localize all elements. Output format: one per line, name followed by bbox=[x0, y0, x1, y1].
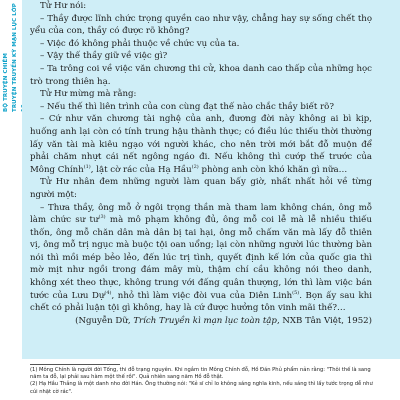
paragraph: Tử Hư nhân đem những người làm quan bấy giờ, nhất nhất hỏi về từng người một: bbox=[30, 177, 372, 200]
source-citation: (Nguyễn Dữ, Trích Truyền kì mạn lục toàn tập, NXB Tân Việt, 1952) bbox=[75, 315, 372, 326]
footnote-1: (1) Mông Chính là người đời Tống, thi đỗ trạng nguyên. Khi ngắm tin Mông Chính đỗ, Hồ Đán Phủ phẩm nản rằng: "Thôi thế là sang năm ta đỗ, lại phải sau hàm một thế rồi". Quả nhiên sang năm Hồ đỗ thật. bbox=[30, 367, 371, 381]
paragraph: Tử Hư mừng mà rằng: bbox=[40, 89, 137, 100]
document-body bbox=[30, 0, 372, 327]
footnote-ref: (1) bbox=[83, 163, 91, 170]
footnote-ref: (4) bbox=[104, 289, 112, 296]
sidebar-strip bbox=[0, 0, 22, 400]
sidebar-vertical-title bbox=[2, 2, 20, 112]
paragraph: – Thưa thầy, ông mỗ ở ngôi trọng thần mà tham lam không chán, ông mỗ làm chức sư $tư^{(3)}$ mà mô phạm không đủ, ông mỗ coi lễ mà lễ nhiều thiếu thốn, ông mỗ chăn dân mà dân bị tai hại, ông mỗ chấm văn mà lấy đỗ thiên vị, ông mỗ trị ngục mà buộc tội oan uổng; lại còn những người lúc thường bàn nói thì mồi mép bẻo lẻo, đến lúc trị tình, quyết định kế lớn của quốc gia thì mờ mịt như ngồi trong đám mây mù, thậm chí cầu không nói theo danh, không xét theo thực, không trung với đấng quân thượng, lớn thì làm việc bán tước của Lưu Dự$^{(4)}$, nhỏ thì làm việc đòi vua của Diên Linh$^{(5)}$. Bọn ấy sau khi chết có phải luận tội gì không, hay là cứ được hưởng tôn vinh mãi thế?… bbox=[30, 202, 372, 314]
footnote-ref: (5) bbox=[292, 289, 300, 296]
sidebar-title-line1: BỘ TRUYỆN CHIÊM bbox=[3, 53, 9, 112]
footnote-2: (2) Hạ Hầu Thắng là một danh nho đời Hán. Ông thường nói: "Kẻ sĩ chỉ lo không sáng nghĩa kinh, nếu sáng thì lấy tước trọng dễ như cúi nhặt cờ rác". bbox=[30, 381, 373, 395]
footnote-ref: (3) bbox=[98, 214, 106, 221]
paragraph: – Nếu thế thì liên trình của con cùng đạt thế nào chắc thầy biết rõ? bbox=[40, 101, 334, 112]
paragraph: – Ta trông coi về việc văn chương thi cử, khoa danh cao thấp của những học trò trong thiên hạ. bbox=[30, 63, 372, 87]
footnote-divider bbox=[30, 364, 120, 365]
paragraph: – Vậy thế thầy giữ về việc gì? bbox=[40, 51, 168, 62]
paragraph: – Thầy được lĩnh chức trọng quyền cao như vậy, chẳng hay sự sống chết thọ yểu của con, thầy có được rõ không? bbox=[30, 13, 372, 37]
paragraph: – Việc đó không phải thuộc về chức vụ của ta. bbox=[40, 38, 240, 49]
sidebar-title-line2: TRUYỆN TRUYỀN KỲ MẠN LỤC LỚP bbox=[12, 3, 18, 112]
footnotes bbox=[30, 364, 375, 396]
paragraph: – Cứ như văn chương tài nghệ của anh, đương đời này không ai bì kịp, huống anh lại còn có tính trung hậu thành thực; có điều lúc thiếu thời thường lấy văn tài mà kiêu ngạo với người khác, cho nên trời mới bắt đỗ muộn để phải chăm nhựt cái nết ngông ngáo đi. Nếu không thì cướp thế trước của Mông Chính$^{(1)}$, lật cờ rác của Hạ Hầu$^{(2)}$ phòng anh còn khó khăn gì nữa… bbox=[30, 114, 372, 175]
paragraph: Tử Hư nói: bbox=[40, 1, 87, 11]
footnote-ref: (2) bbox=[191, 163, 199, 170]
